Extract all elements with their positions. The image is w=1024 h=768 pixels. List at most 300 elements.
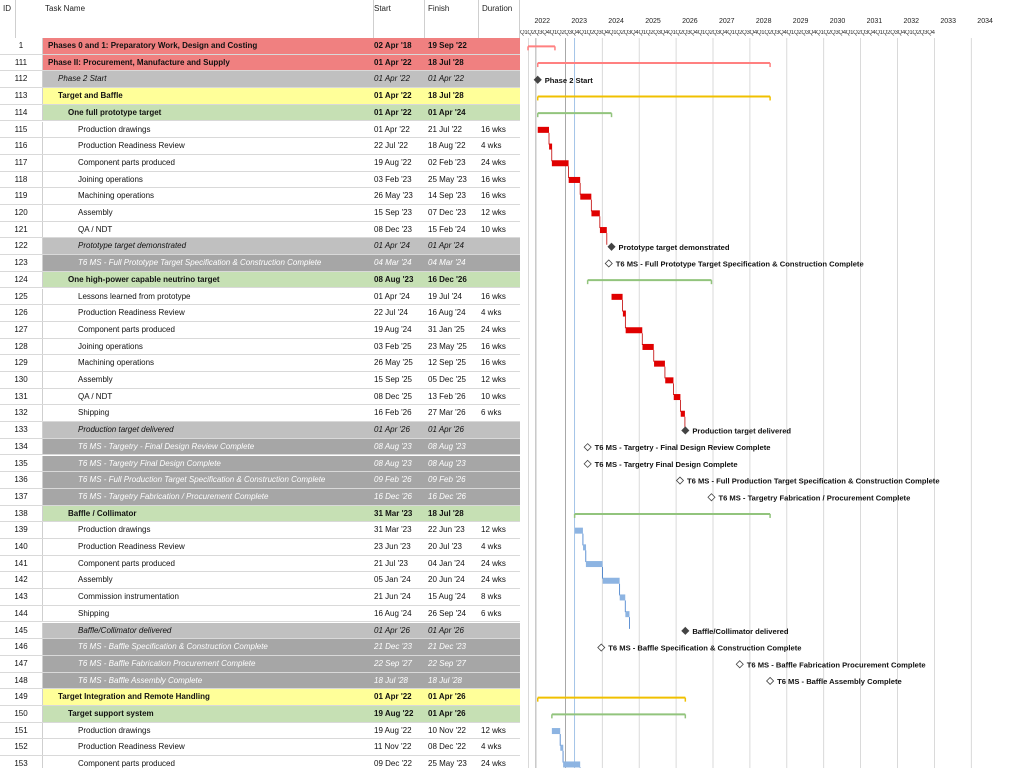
- milestone-marker: [682, 427, 689, 434]
- task-bar: [620, 594, 626, 600]
- milestone-marker: [534, 76, 541, 83]
- milestone-marker: [605, 260, 612, 267]
- task-start: 08 Dec '23: [374, 224, 412, 234]
- task-duration: 16 wks: [481, 358, 506, 368]
- task-start: 26 May '25: [374, 358, 413, 368]
- task-finish: 23 May '25: [428, 341, 467, 351]
- task-duration: 4 wks: [481, 742, 502, 752]
- task-name: T6 MS - Baffle Specification & Construction Complete: [78, 642, 268, 652]
- row-id: 150: [14, 709, 28, 718]
- task-finish: 14 Sep '23: [428, 191, 467, 201]
- table-row[interactable]: [0, 439, 520, 456]
- task-name: Commission instrumentation: [78, 592, 179, 602]
- table-row[interactable]: [0, 689, 520, 706]
- table-row[interactable]: [0, 756, 520, 768]
- task-finish: 18 Aug '22: [428, 141, 466, 151]
- year-label-2023: 2023: [571, 18, 587, 25]
- task-finish: 15 Feb '24: [428, 224, 466, 234]
- task-name: QA / NDT: [78, 224, 113, 234]
- table-row[interactable]: [0, 155, 520, 172]
- task-start: 31 Mar '23: [374, 525, 412, 535]
- task-finish: 16 Dec '26: [428, 274, 467, 284]
- task-duration: 12 wks: [481, 725, 506, 735]
- table-row[interactable]: [0, 606, 520, 623]
- task-name: T6 MS - Targetry Final Design Complete: [78, 458, 221, 468]
- task-start: 19 Aug '22: [374, 157, 412, 167]
- task-start: 15 Sep '23: [374, 208, 413, 217]
- task-start: 01 Apr '22: [374, 57, 412, 67]
- table-row[interactable]: [0, 88, 520, 105]
- row-id: 113: [14, 91, 28, 101]
- task-duration: 24 wks: [481, 157, 506, 167]
- row-id: 153: [14, 759, 28, 768]
- task-name: Lessons learned from prototype: [78, 291, 191, 301]
- table-row[interactable]: [0, 289, 520, 306]
- task-name: Baffle/Collimator delivered: [78, 625, 172, 635]
- task-bar: [612, 294, 623, 300]
- milestone-label: Phase 2 Start: [544, 75, 593, 85]
- milestone-label: Prototype target demonstrated: [618, 242, 730, 252]
- task-name: Component parts produced: [78, 558, 175, 568]
- table-row[interactable]: [0, 355, 520, 372]
- column-header: [0, 0, 1024, 38]
- id-column-header[interactable]: [0, 0, 16, 38]
- task-finish: 19 Sep '22: [428, 41, 467, 50]
- task-name: Machining operations: [78, 191, 155, 201]
- task-finish: 18 Jul '28: [428, 91, 464, 101]
- task-start: 22 Sep '27: [374, 658, 413, 668]
- task-finish: 16 Aug '24: [428, 308, 466, 318]
- row-id: 130: [14, 375, 28, 384]
- task-name: Production drawings: [78, 525, 151, 535]
- table-row[interactable]: [0, 172, 520, 189]
- row-id: 117: [14, 157, 28, 167]
- task-duration: 16 wks: [481, 291, 506, 301]
- table-row[interactable]: [0, 639, 520, 656]
- task-duration: 4 wks: [481, 542, 502, 551]
- task-start: 31 Mar '23: [374, 508, 413, 518]
- task-name: Prototype target demonstrated: [78, 241, 187, 251]
- task-start: 08 Aug '23: [374, 441, 412, 451]
- task-name: T6 MS - Full Prototype Target Specification & Construction Complete: [78, 258, 322, 268]
- task-finish: 31 Jan '25: [428, 324, 465, 334]
- milestone-label: Baffle/Collimator delivered: [692, 626, 789, 636]
- milestone-label: T6 MS - Targetry Fabrication / Procurement Complete: [718, 493, 911, 503]
- year-label-2033: 2033: [940, 18, 956, 25]
- row-id: 121: [14, 224, 28, 234]
- task-duration: 16 wks: [481, 124, 506, 134]
- row-id: 116: [14, 141, 28, 151]
- task-name: Phase 2 Start: [58, 74, 107, 84]
- row-id: 146: [14, 642, 28, 652]
- row-id: 136: [14, 475, 28, 485]
- table-row[interactable]: [0, 389, 520, 406]
- task-start: 01 Apr '26: [374, 625, 410, 635]
- task-start: 01 Apr '22: [374, 74, 410, 84]
- row-id: 147: [14, 658, 28, 668]
- table-row[interactable]: [0, 572, 520, 589]
- year-label-2022: 2022: [534, 18, 551, 25]
- task-start: 02 Apr '18: [374, 41, 412, 50]
- task-name: Shipping: [78, 408, 110, 418]
- task-name-header-label: Task Name: [45, 4, 86, 13]
- task-start: 21 Dec '23: [374, 642, 412, 652]
- task-finish: 01 Apr '26: [428, 709, 466, 718]
- task-name: T6 MS - Targetry - Final Design Review Complete: [78, 441, 255, 451]
- gantt-chart-area: [520, 38, 1024, 768]
- task-start: 21 Jul '23: [374, 558, 408, 568]
- task-start: 15 Sep '25: [374, 375, 413, 384]
- task-start: 21 Jun '24: [374, 592, 411, 602]
- row-id: 152: [14, 742, 28, 752]
- milestone-marker: [767, 677, 774, 684]
- year-label-2034: 2034: [977, 18, 993, 25]
- task-start: 09 Dec '22: [374, 759, 412, 768]
- task-finish: 21 Jul '22: [428, 124, 462, 134]
- task-name: T6 MS - Baffle Assembly Complete: [78, 675, 203, 685]
- task-name: Component parts produced: [78, 759, 175, 768]
- task-duration: 10 wks: [481, 224, 506, 234]
- task-bar: [569, 177, 580, 183]
- task-start: 05 Jan '24: [374, 575, 411, 585]
- table-row[interactable]: [0, 105, 520, 122]
- task-bar: [600, 227, 607, 233]
- table-row[interactable]: [0, 706, 520, 723]
- task-duration: 16 wks: [481, 191, 506, 201]
- task-finish: 22 Sep '27: [428, 658, 467, 668]
- milestone-label: T6 MS - Targetry - Final Design Review Complete: [594, 443, 771, 453]
- row-id: 134: [14, 441, 28, 451]
- task-bar: [591, 210, 599, 216]
- task-name: Assembly: [78, 375, 113, 384]
- task-bar: [623, 311, 626, 317]
- task-name: One full prototype target: [68, 107, 162, 117]
- row-id: 140: [14, 542, 28, 551]
- row-id: 120: [14, 208, 28, 217]
- table-row[interactable]: [0, 489, 520, 506]
- task-name: Production drawings: [78, 725, 151, 735]
- table-row[interactable]: [0, 238, 520, 255]
- milestone-label: Production target delivered: [692, 426, 792, 436]
- task-name: One high-power capable neutrino target: [68, 274, 220, 284]
- task-bar: [560, 745, 563, 751]
- task-finish: 04 Jan '24: [428, 558, 465, 568]
- row-id: 149: [14, 692, 28, 702]
- year-label-2029: 2029: [792, 18, 809, 25]
- task-start: 01 Apr '22: [374, 692, 412, 702]
- task-start: 01 Apr '22: [374, 91, 412, 101]
- task-name: Production target delivered: [78, 425, 174, 435]
- task-bar: [538, 127, 549, 133]
- task-start: 19 Aug '22: [374, 725, 412, 735]
- task-duration: 12 wks: [481, 208, 506, 217]
- task-finish: 07 Dec '23: [428, 208, 466, 217]
- table-row[interactable]: [0, 55, 520, 72]
- task-name: Production drawings: [78, 124, 151, 134]
- task-duration: 24 wks: [481, 324, 506, 334]
- task-start: 19 Aug '22: [374, 709, 414, 718]
- task-bar: [583, 544, 586, 550]
- milestone-marker: [736, 661, 743, 668]
- task-finish: 10 Nov '22: [428, 725, 466, 735]
- duration-column-header[interactable]: [479, 0, 520, 38]
- milestone-label: T6 MS - Baffle Assembly Complete: [777, 676, 902, 686]
- task-finish: 01 Apr '24: [428, 241, 464, 251]
- task-finish: 08 Aug '23: [428, 458, 466, 468]
- task-duration: 24 wks: [481, 558, 506, 568]
- table-row[interactable]: [0, 739, 520, 756]
- task-name: Joining operations: [78, 341, 143, 351]
- year-label-2026: 2026: [682, 18, 698, 25]
- task-start: 19 Aug '24: [374, 324, 412, 334]
- milestone-marker: [608, 243, 615, 250]
- row-id: 145: [14, 625, 28, 635]
- task-start: 11 Nov '22: [374, 742, 412, 752]
- year-label-2032: 2032: [903, 18, 920, 25]
- milestone-label: T6 MS - Targetry Final Design Complete: [594, 459, 738, 469]
- row-id: 112: [14, 74, 28, 84]
- table-row[interactable]: [0, 122, 520, 139]
- milestone-marker: [708, 494, 715, 501]
- row-id: 114: [14, 107, 28, 117]
- task-bar: [580, 194, 591, 200]
- year-label-2030: 2030: [829, 18, 846, 25]
- task-start: 01 Apr '22: [374, 107, 412, 117]
- table-row[interactable]: [0, 272, 520, 289]
- table-row[interactable]: [0, 372, 520, 389]
- row-id: 131: [14, 391, 28, 401]
- table-row[interactable]: [0, 38, 520, 55]
- task-duration: 6 wks: [481, 408, 502, 418]
- task-name: Baffle / Collimator: [68, 508, 137, 518]
- row-id: 144: [14, 608, 28, 618]
- task-start: 16 Feb '26: [374, 408, 412, 418]
- row-id: 126: [14, 308, 28, 318]
- year-label-2024: 2024: [608, 18, 624, 25]
- task-name: QA / NDT: [78, 391, 113, 401]
- table-row[interactable]: [0, 71, 520, 88]
- task-finish: 25 May '23: [428, 759, 467, 768]
- milestone-marker: [676, 477, 683, 484]
- task-name-column-header[interactable]: [42, 0, 374, 38]
- task-bar: [549, 144, 552, 150]
- task-bar: [681, 411, 685, 417]
- task-name: Component parts produced: [78, 324, 175, 334]
- row-id: 125: [14, 291, 28, 301]
- table-row[interactable]: [0, 222, 520, 239]
- row-id: 128: [14, 341, 28, 351]
- task-bar: [626, 327, 643, 333]
- task-start: 16 Dec '26: [374, 491, 412, 501]
- row-id: 133: [14, 425, 28, 435]
- row-id: 1: [18, 41, 24, 50]
- task-start: 03 Feb '23: [374, 174, 412, 184]
- task-start: 01 Apr '24: [374, 241, 410, 251]
- task-name: T6 MS - Baffle Fabrication Procurement Complete: [78, 658, 256, 668]
- task-name: Target and Baffle: [58, 91, 123, 101]
- table-row[interactable]: [0, 556, 520, 573]
- finish-header-label: Finish: [428, 4, 450, 13]
- task-name: Production Readiness Review: [78, 141, 185, 151]
- task-name: Target support system: [68, 709, 154, 718]
- task-finish: 09 Feb '26: [428, 475, 466, 485]
- task-bar: [552, 160, 569, 166]
- task-bar: [563, 761, 580, 767]
- table-row[interactable]: [0, 589, 520, 606]
- table-row[interactable]: [0, 305, 520, 322]
- task-finish: 15 Aug '24: [428, 592, 466, 602]
- row-id: 129: [14, 358, 28, 368]
- task-start: 04 Mar '24: [374, 258, 412, 268]
- task-finish: 08 Dec '22: [428, 742, 466, 752]
- row-id: 143: [14, 592, 28, 602]
- table-row[interactable]: [0, 723, 520, 740]
- task-name: Target Integration and Remote Handling: [58, 692, 210, 702]
- task-start: 26 May '23: [374, 191, 413, 201]
- start-header-label: Start: [374, 4, 391, 13]
- task-start: 01 Apr '22: [374, 124, 410, 134]
- task-bar: [674, 394, 681, 400]
- task-duration: 10 wks: [481, 391, 506, 401]
- task-duration: 12 wks: [481, 375, 506, 384]
- task-finish: 05 Dec '25: [428, 375, 466, 384]
- task-bar: [586, 561, 603, 567]
- task-bar: [552, 728, 560, 734]
- row-id: 142: [14, 575, 28, 585]
- table-row[interactable]: [0, 422, 520, 439]
- task-name: Shipping: [78, 608, 110, 618]
- row-id: 127: [14, 324, 28, 334]
- year-label-2028: 2028: [755, 18, 772, 25]
- table-row[interactable]: [0, 255, 520, 272]
- row-id: 124: [14, 274, 28, 284]
- task-start: 16 Aug '24: [374, 608, 412, 618]
- task-bar: [625, 611, 629, 617]
- task-finish: 01 Apr '26: [428, 625, 464, 635]
- table-row[interactable]: [0, 188, 520, 205]
- table-row[interactable]: [0, 405, 520, 422]
- table-row[interactable]: [0, 322, 520, 339]
- row-id: 132: [14, 408, 28, 418]
- task-name: Component parts produced: [78, 157, 175, 167]
- task-start: 08 Dec '25: [374, 391, 412, 401]
- table-row[interactable]: [0, 205, 520, 222]
- task-finish: 20 Jun '24: [428, 575, 465, 585]
- task-bar: [603, 578, 620, 584]
- table-row[interactable]: [0, 623, 520, 640]
- row-id: 137: [14, 491, 28, 501]
- task-finish: 13 Feb '26: [428, 391, 466, 401]
- task-finish: 27 Mar '26: [428, 408, 466, 418]
- task-start: 01 Apr '26: [374, 425, 410, 435]
- table-row[interactable]: [0, 506, 520, 523]
- task-finish: 01 Apr '26: [428, 692, 466, 702]
- table-row[interactable]: [0, 673, 520, 690]
- task-start: 08 Aug '23: [374, 274, 414, 284]
- task-name: Assembly: [78, 575, 113, 585]
- task-name: Assembly: [78, 208, 113, 217]
- table-row[interactable]: [0, 472, 520, 489]
- task-start: 23 Jun '23: [374, 542, 411, 551]
- table-row[interactable]: [0, 522, 520, 539]
- row-id: 151: [14, 725, 28, 735]
- task-duration: 24 wks: [481, 575, 506, 585]
- task-finish: 21 Dec '23: [428, 642, 466, 652]
- task-name: Production Readiness Review: [78, 308, 185, 318]
- task-finish: 02 Feb '23: [428, 157, 466, 167]
- task-name: Machining operations: [78, 358, 155, 368]
- row-id: 148: [14, 675, 28, 685]
- task-finish: 25 May '23: [428, 174, 467, 184]
- task-start: 08 Aug '23: [374, 458, 412, 468]
- task-duration: 4 wks: [481, 308, 502, 318]
- milestone-label: T6 MS - Full Production Target Specification & Construction Complete: [686, 476, 940, 486]
- task-bar: [642, 344, 653, 350]
- row-id: 122: [14, 241, 28, 251]
- milestone-marker: [598, 644, 605, 651]
- task-start: 09 Feb '26: [374, 475, 412, 485]
- task-duration: 12 wks: [481, 525, 506, 535]
- task-start: 22 Jul '24: [374, 308, 408, 318]
- task-finish: 20 Jul '23: [428, 542, 462, 551]
- year-label-2031: 2031: [866, 18, 883, 25]
- id-header-label: ID: [3, 4, 11, 13]
- row-id: 139: [14, 525, 28, 535]
- task-finish: 01 Apr '24: [428, 107, 466, 117]
- task-finish: 16 Dec '26: [428, 491, 466, 501]
- task-finish: 12 Sep '25: [428, 358, 467, 368]
- task-finish: 04 Mar '24: [428, 258, 466, 268]
- task-name: Phases 0 and 1: Preparatory Work, Design and Costing: [48, 41, 258, 50]
- task-name: Phase II: Procurement, Manufacture and Supply: [48, 57, 230, 67]
- task-name: Production Readiness Review: [78, 742, 185, 752]
- row-id: 138: [14, 508, 28, 518]
- task-start: 18 Jul '28: [374, 675, 408, 685]
- task-start: 22 Jul '22: [374, 141, 408, 151]
- duration-header-label: Duration: [482, 4, 513, 13]
- task-finish: 08 Aug '23: [428, 441, 466, 451]
- task-start: 01 Apr '24: [374, 291, 410, 301]
- table-row[interactable]: [0, 539, 520, 556]
- year-label-2027: 2027: [719, 18, 735, 25]
- task-finish: 01 Apr '22: [428, 74, 464, 84]
- milestone-label: T6 MS - Baffle Fabrication Procurement Complete: [746, 660, 926, 670]
- task-finish: 18 Jul '28: [428, 57, 464, 67]
- task-bar: [654, 361, 665, 367]
- task-bar: [575, 528, 583, 534]
- table-row[interactable]: [0, 456, 520, 473]
- start-column-header[interactable]: [371, 0, 425, 38]
- task-finish: 19 Jul '24: [428, 291, 462, 301]
- milestone-marker: [584, 444, 591, 451]
- milestone-marker: [682, 627, 689, 634]
- task-bar: [665, 377, 673, 383]
- table-row[interactable]: [0, 138, 520, 155]
- gantt-svg: [520, 38, 1024, 768]
- finish-column-header[interactable]: [425, 0, 479, 38]
- task-name: Joining operations: [78, 174, 143, 184]
- task-start: 03 Feb '25: [374, 341, 412, 351]
- row-id: 118: [14, 174, 28, 184]
- milestone-label: T6 MS - Full Prototype Target Specification & Construction Complete: [615, 259, 864, 269]
- task-finish: 18 Jul '28: [428, 675, 462, 685]
- year-label-2025: 2025: [645, 18, 661, 25]
- table-row[interactable]: [0, 656, 520, 673]
- task-duration: 4 wks: [481, 141, 502, 151]
- table-row[interactable]: [0, 339, 520, 356]
- task-duration: 16 wks: [481, 341, 506, 351]
- task-name: T6 MS - Full Production Target Specification & Construction Complete: [78, 475, 326, 485]
